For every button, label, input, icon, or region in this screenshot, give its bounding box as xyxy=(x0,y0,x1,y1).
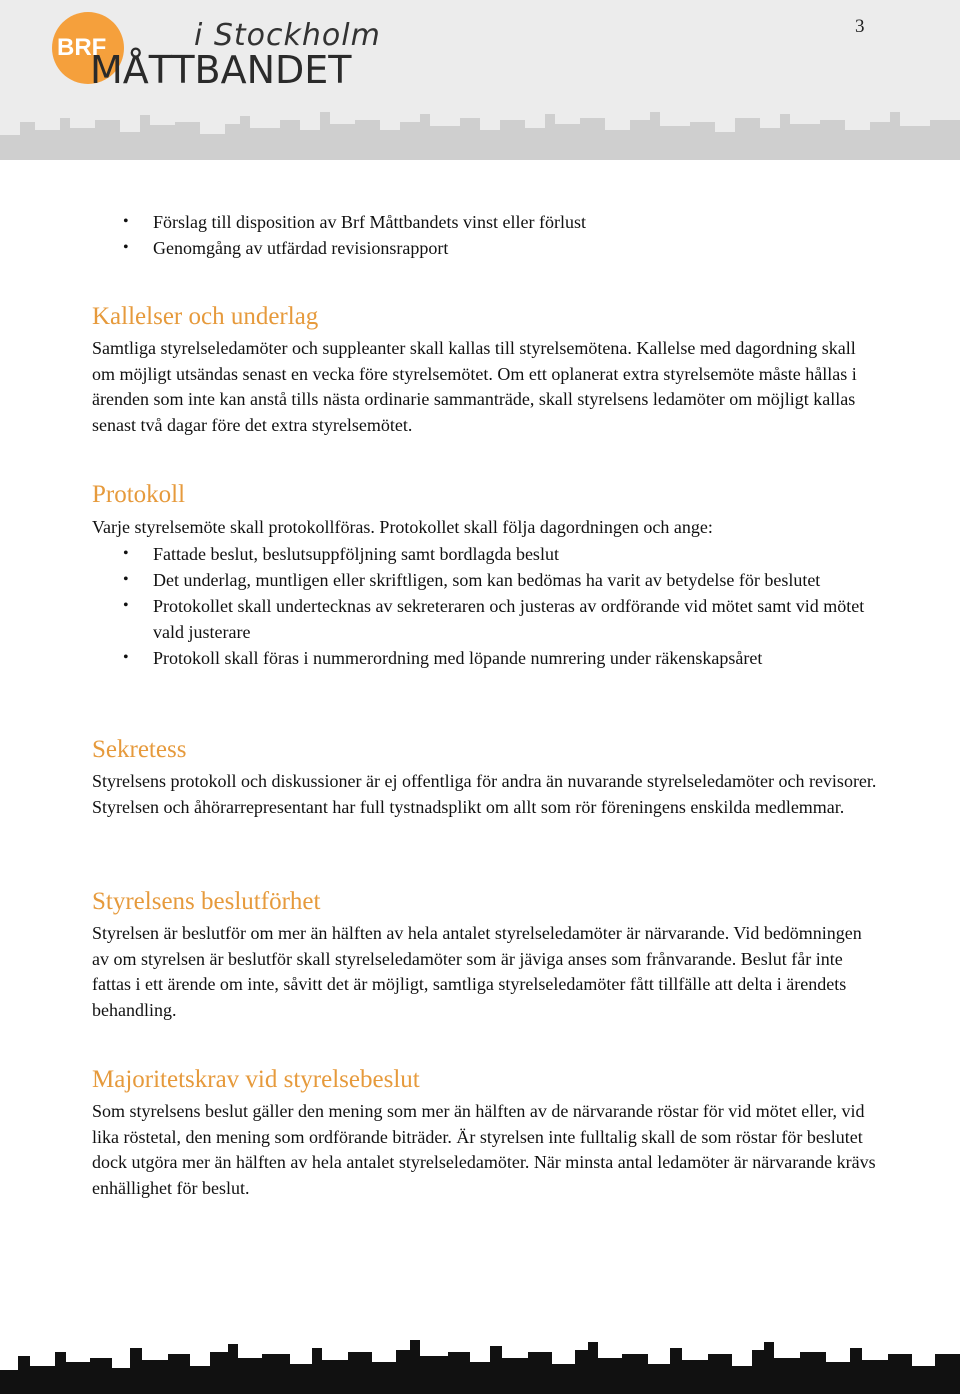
section-kallelser xyxy=(92,302,882,438)
section-text: Som styrelsens beslut gäller den mening som mer än hälften av de närvarande röstar för vid mötet eller, vid lika röstetal, den mening som ordförande biträder. Är styrelsen inte fulltalig skall de som röstar för beslutet dock utgöra mer än hälften av hela antalet styrelseledamöter. När minsta antal ledamöter är närvarande krävs enhällighet för beslut. xyxy=(92,1101,876,1198)
section-heading: Protokoll xyxy=(92,481,186,508)
list-item-text: Fattade beslut, beslutsuppföljning samt bordlagda beslut xyxy=(153,543,559,564)
list-item xyxy=(92,645,882,671)
skyline-decoration xyxy=(0,100,960,160)
list-item-text: Förslag till disposition av Brf Måttbandets vinst eller förlust xyxy=(153,212,586,232)
bullet-icon: • xyxy=(123,570,129,588)
intro-bullet-list xyxy=(92,209,882,261)
bullet-icon: • xyxy=(123,239,129,256)
section-protokoll xyxy=(92,480,882,671)
list-item xyxy=(92,541,882,567)
footer-skyline xyxy=(0,1332,960,1394)
bullet-icon: • xyxy=(123,544,129,562)
section-majoritet xyxy=(92,1065,882,1201)
list-item-text: Genomgång av utfärdad revisionsrapport xyxy=(153,238,449,258)
section-text: Styrelsens protokoll och diskussioner är ej offentliga för andra än nuvarande styrelseledamöter och revisorer. Styrelsen och åhörarrepresentant har full tystnadsplikt om allt som rör föreningens enskilda medlemmar. xyxy=(92,771,877,817)
section-heading: Majoritetskrav vid styrelsebeslut xyxy=(92,1066,420,1093)
section-heading: Kallelser och underlag xyxy=(92,303,319,330)
list-item xyxy=(92,235,882,261)
section-heading: Styrelsens beslutförhet xyxy=(92,888,321,915)
list-item xyxy=(92,593,882,645)
list-item xyxy=(92,209,882,235)
protokoll-bullet-list xyxy=(92,541,882,671)
logo-brf-text: BRF xyxy=(57,34,107,61)
section-heading: Sekretess xyxy=(92,736,187,763)
list-item xyxy=(92,567,882,593)
section-sekretess xyxy=(92,735,882,820)
bullet-icon: • xyxy=(123,213,129,230)
bullet-icon: • xyxy=(123,596,129,614)
page-number: 3 xyxy=(855,16,865,37)
logo-name: MÅTTBANDET xyxy=(90,48,352,92)
section-text: Varje styrelsemöte skall protokollföras. Protokollet skall följa dagordningen och ange: xyxy=(92,517,713,537)
section-beslutforhet xyxy=(92,887,882,1023)
list-item-text: Protokollet skall undertecknas av sekreteraren och justeras av ordförande vid mötet samt vid mötet vald justerare xyxy=(153,595,865,642)
logo-tagline: i Stockholm xyxy=(194,18,381,53)
list-item-text: Det underlag, muntligen eller skriftligen, som kan bedömas ha varit av betydelse för beslutet xyxy=(153,569,821,590)
page-header xyxy=(0,0,960,160)
section-text: Samtliga styrelseledamöter och suppleanter skall kallas till styrelsemötena. Kallelse med dagordning skall om möjligt utsändas senast en vecka före styrelsemötet. Om ett oplanerat extra styrelsemöte måste hållas i ärenden som inte kan anstå tills nästa ordinarie sammanträde, skall styrelsens ledamöter om möjligt kallas senast två dagar före det extra styrelsemötet. xyxy=(92,338,857,435)
list-item-text: Protokoll skall föras i nummerordning med löpande numrering under räkenskapsåret xyxy=(153,647,763,668)
bullet-icon: • xyxy=(123,648,129,666)
section-text: Styrelsen är beslutför om mer än hälften av hela antalet styrelseledamöter är närvarande. Vid bedömningen av om styrelsen är beslutför skall styrelseledamöter som är jäviga anses som frånvarande. Beslut får inte fattas i ett ärende om inte, såvitt det är möjligt, samtliga styrelseledamöter fått tillfälle att delta i ärendets behandling. xyxy=(92,923,862,1020)
